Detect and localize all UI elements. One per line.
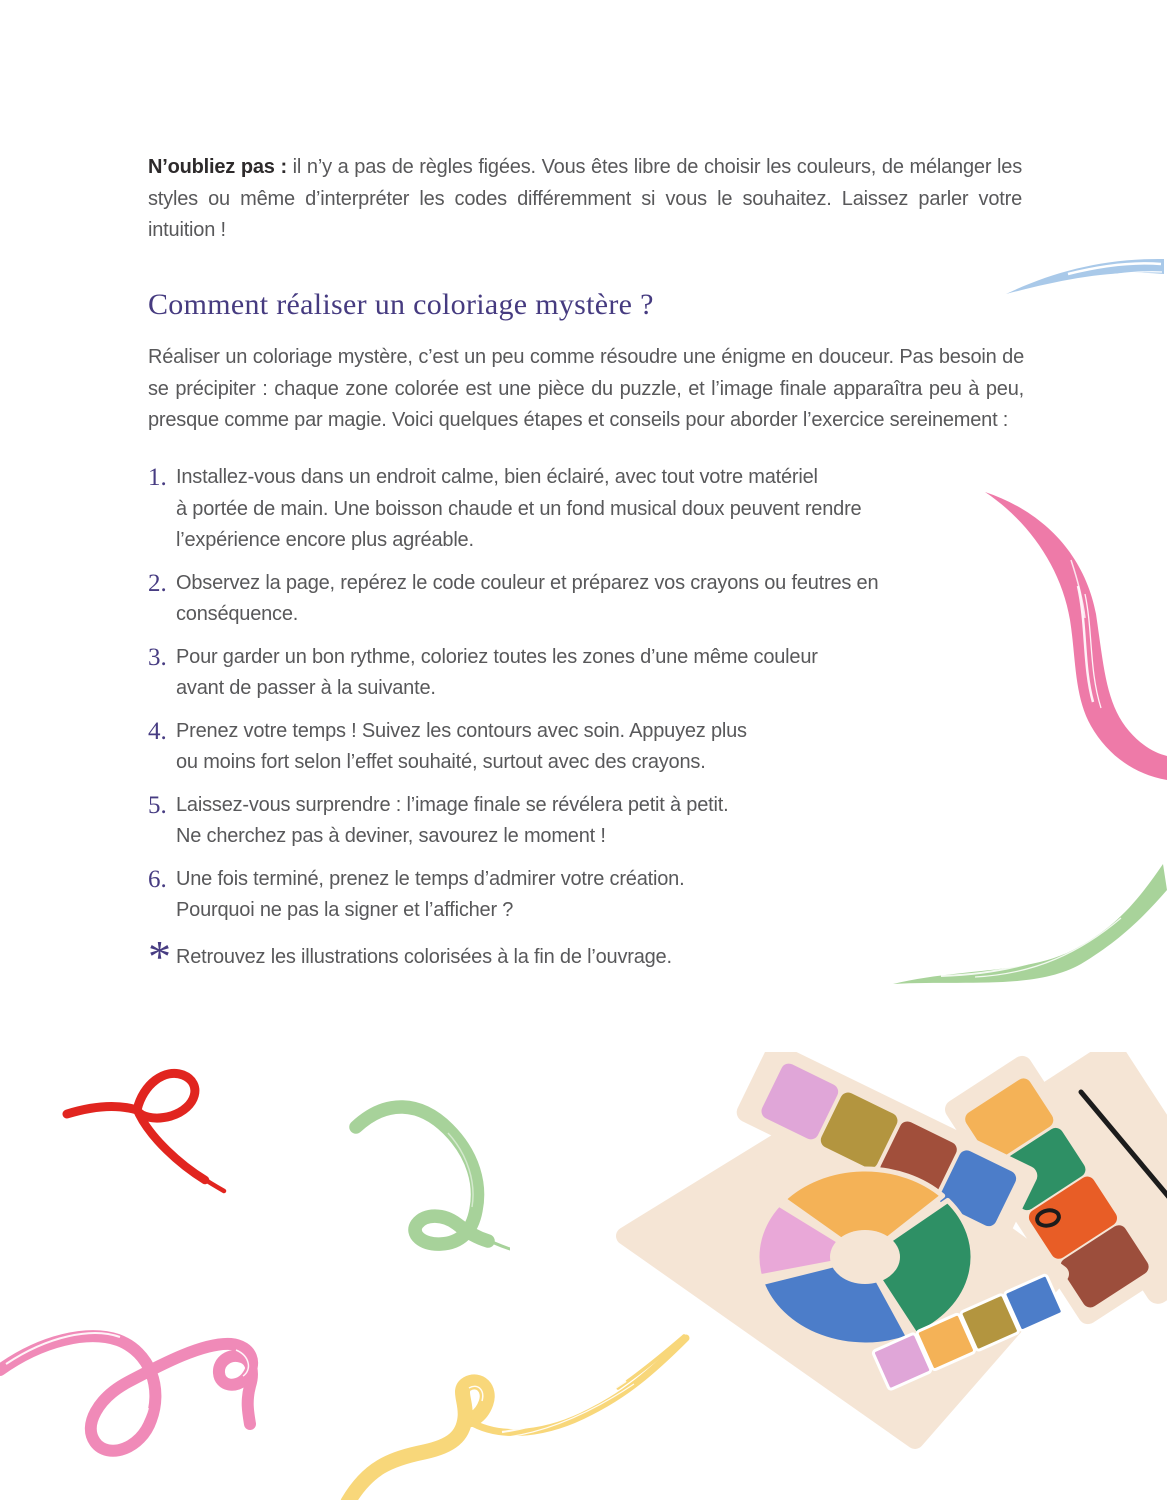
lead-paragraph: Réaliser un coloriage mystère, c’est un peu comme résoudre une énigme en douceur. Pas besoin de se précipiter : chaque zone colorée est une pièce du puzzle, et l’image finale apparaîtra peu à peu, presque comme par magie. Voici quelques étapes et conseils pour aborder l’exercice sereinement : [148,346,1024,431]
step-number: 1. [148,464,167,491]
step-line: à portée de main. Une boisson chaude et un fond musical doux peuvent rendre [176,497,862,520]
step-line: Ne cherchez pas à deviner, savourez le moment ! [176,825,606,847]
step-number: 6. [148,865,167,893]
step-line: Une fois terminé, prenez le temps d’admirer votre création. [176,867,685,890]
paint-palette-illustration [615,1052,1167,1462]
step-line: Installez-vous dans un endroit calme, bien éclairé, avec tout votre matériel [176,466,818,488]
step-line: Laissez-vous surprendre : l’image finale se révélera petit à petit. [176,793,729,816]
step-line: Prenez votre temps ! Suivez les contours avec soin. Appuyez plus [176,719,747,742]
step-item-6 [148,864,1008,927]
steps-list [148,462,1008,938]
green-hook-swirl-decoration [328,1083,510,1275]
intro-paragraph [148,152,1022,247]
step-item-5 [148,790,1008,853]
step-line: avant de passer à la suivante. [176,677,436,699]
step-line: Pourquoi ne pas la signer et l’afficher ? [176,899,514,921]
footnote [148,931,672,982]
page-title: Comment réaliser un coloriage mystère ? [148,288,654,321]
step-item-2 [148,568,1008,631]
pink-ribbon-decoration [975,468,1167,780]
step-number: 4. [148,717,167,745]
step-number: 3. [148,643,167,671]
step-line: Pour garder un bon rythme, coloriez toutes les zones d’une même couleur [176,645,818,668]
footnote-text: Retrouvez les illustrations colorisées à la fin de l’ouvrage. [176,946,672,968]
intro-rest: il n’y a pas de règles figées. Vous êtes libre de choisir les couleurs, de mélanger les styles ou même d’interpréter les codes différemment si vous le souhaitez. Laissez parler votre intuition ! [148,156,1023,241]
pink-curl-swirl-decoration [0,1312,290,1470]
step-number: 5. [148,791,167,819]
step-item-1 [148,462,1008,557]
green-ribbon-decoration [885,848,1167,994]
red-loop-ribbon-decoration [55,1062,227,1198]
step-item-3 [148,642,1008,705]
blue-brush-stroke-decoration [1000,246,1167,298]
step-item-4 [148,716,1008,779]
step-line: Observez la page, repérez le code couleur et préparez vos crayons ou feutres en [176,571,879,594]
intro-bold-lead: N’oubliez pas : [148,156,287,178]
step-line: l’expérience encore plus agréable. [176,529,474,551]
step-line: ou moins fort selon l’effet souhaité, surtout avec des crayons. [176,751,706,773]
color-wheel [757,1169,973,1345]
step-line: conséquence. [176,603,299,625]
step-number: 2. [148,569,167,597]
asterisk-marker: * [148,931,171,982]
